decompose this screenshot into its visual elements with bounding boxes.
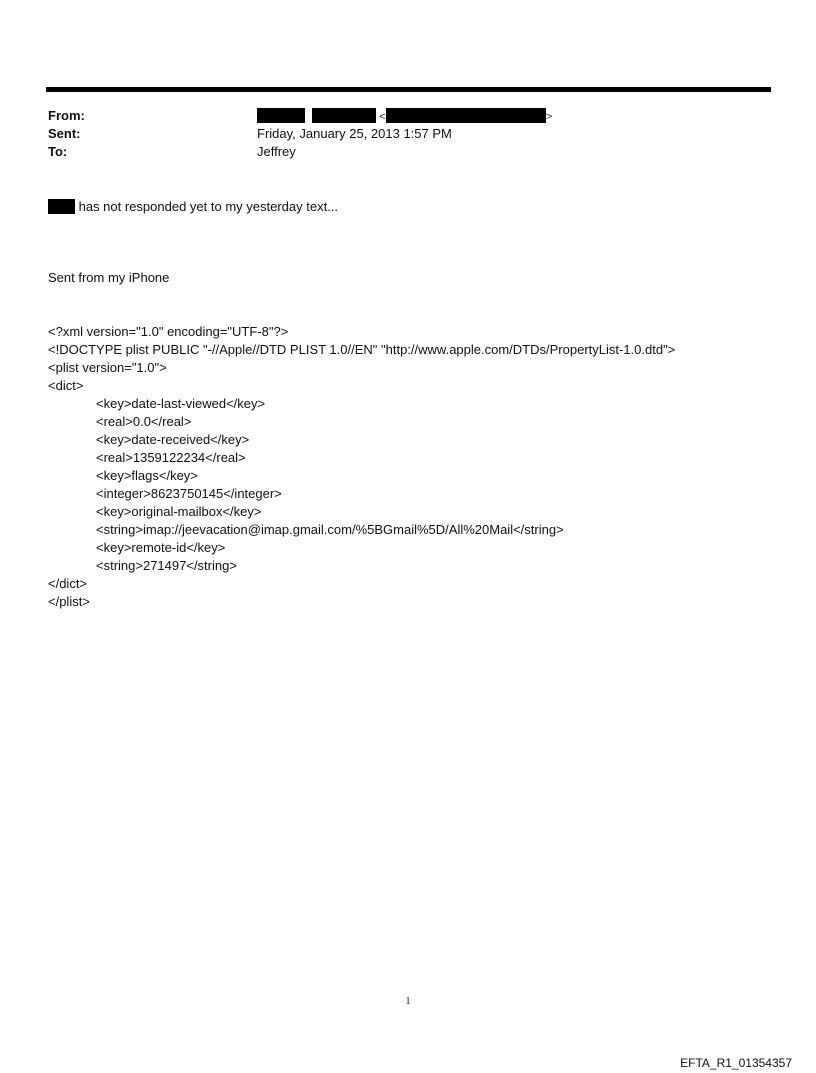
redacted-name xyxy=(48,199,75,214)
sent-value: Friday, January 25, 2013 1:57 PM xyxy=(257,126,452,141)
xml-line: <key>date-last-viewed</key> xyxy=(96,396,266,411)
xml-line: <real>0.0</real> xyxy=(96,414,192,429)
xml-line: <real>1359122234</real> xyxy=(96,450,246,465)
xml-line: <dict> xyxy=(48,378,84,393)
xml-line: <plist version="1.0"> xyxy=(48,360,167,375)
message-body xyxy=(48,233,675,629)
xml-plist-block xyxy=(48,323,675,611)
xml-line: <!DOCTYPE plist PUBLIC "-//Apple//DTD PLIST 1.0//EN" "http://www.apple.com/DTDs/PropertyList-1.0.dtd"> xyxy=(48,342,676,357)
signature-line: Sent from my iPhone xyxy=(48,270,170,285)
xml-line: <string>imap://jeevacation@imap.gmail.com/%5BGmail%5D/All%20Mail</string> xyxy=(96,522,564,537)
xml-line: </dict> xyxy=(48,576,88,591)
email-open-bracket: < xyxy=(379,111,386,123)
message-first-line xyxy=(48,198,338,216)
xml-line: <integer>8623750145</integer> xyxy=(96,486,282,501)
redacted-first-name xyxy=(257,108,305,123)
xml-line: </plist> xyxy=(48,594,90,609)
redacted-last-name xyxy=(312,108,376,123)
xml-line: <key>remote-id</key> xyxy=(96,540,226,555)
document-id: EFTA_R1_01354357 xyxy=(680,1056,792,1070)
from-row xyxy=(48,107,768,125)
redacted-email xyxy=(386,108,546,123)
to-row xyxy=(48,143,768,161)
xml-line: <?xml version="1.0" encoding="UTF-8"?> xyxy=(48,324,289,339)
sent-label: Sent: xyxy=(48,126,81,141)
from-value xyxy=(257,107,552,126)
to-value: Jeffrey xyxy=(257,144,296,159)
header-divider xyxy=(46,87,771,92)
xml-line: <key>date-received</key> xyxy=(96,432,250,447)
xml-line: <key>original-mailbox</key> xyxy=(96,504,262,519)
message-text: has not responded yet to my yesterday text... xyxy=(75,199,339,214)
to-label: To: xyxy=(48,144,68,159)
xml-line: <key>flags</key> xyxy=(96,468,198,483)
from-label: From: xyxy=(48,108,85,123)
sent-row xyxy=(48,125,768,143)
xml-line: <string>271497</string> xyxy=(96,558,237,573)
email-close-bracket: > xyxy=(545,111,553,123)
page-number: 1 xyxy=(405,996,411,1007)
